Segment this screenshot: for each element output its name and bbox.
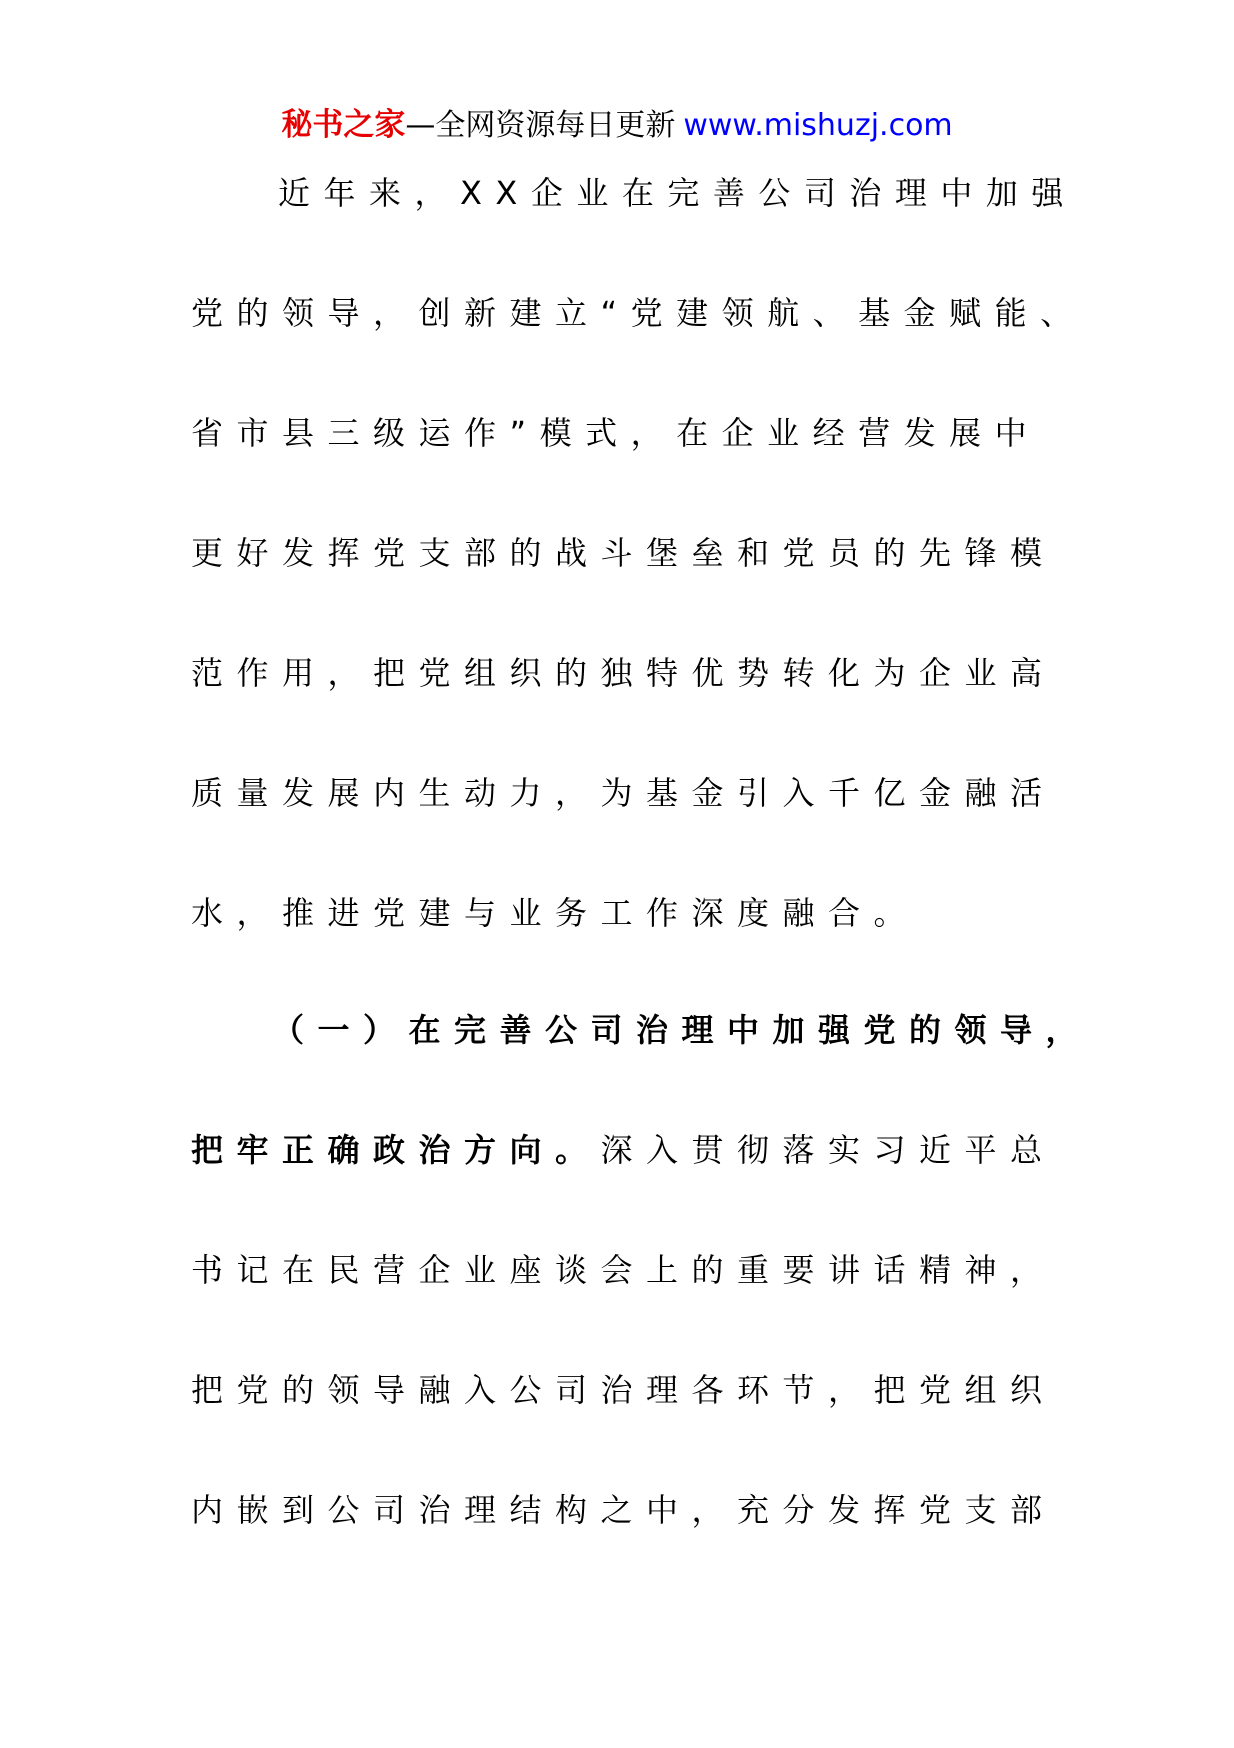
paragraph-line: 内嵌到公司治理结构之中，充分发挥党支部 (191, 1491, 1056, 1529)
section-heading: （一）在完善公司治理中加强党的领导， (272, 1011, 1092, 1049)
paragraph-line: 书记在民营企业座谈会上的重要讲话精神， (191, 1251, 1056, 1289)
section-heading-continued: 把牢正确政治方向。 (191, 1131, 601, 1169)
paragraph-line: 把党的领导融入公司治理各环节，把党组织 (191, 1371, 1056, 1409)
paragraph-line: 党的领导，创新建立“党建领航、基金赋能、 (191, 294, 1086, 332)
paragraph-line: 水，推进党建与业务工作深度融合。 (191, 894, 920, 932)
site-url-link[interactable]: www.mishuzj.com (683, 108, 953, 143)
paragraph-line: 更好发挥党支部的战斗堡垒和党员的先锋模 (191, 534, 1056, 572)
paragraph-line (191, 1120, 1056, 1180)
paragraph-line: 范作用，把党组织的独特优势转化为企业高 (191, 654, 1056, 692)
paragraph-line: 省市县三级运作”模式，在企业经营发展中 (191, 414, 1041, 452)
paragraph-line: 质量发展内生动力，为基金引入千亿金融活 (191, 774, 1056, 812)
brand-name: 秘书之家 (281, 107, 406, 143)
header-tagline: —全网资源每日更新 (405, 108, 676, 143)
paragraph-line: 近年来，XX企业在完善公司治理中加强 (278, 174, 1077, 212)
section-text: 深入贯彻落实习近平总 (600, 1131, 1056, 1169)
